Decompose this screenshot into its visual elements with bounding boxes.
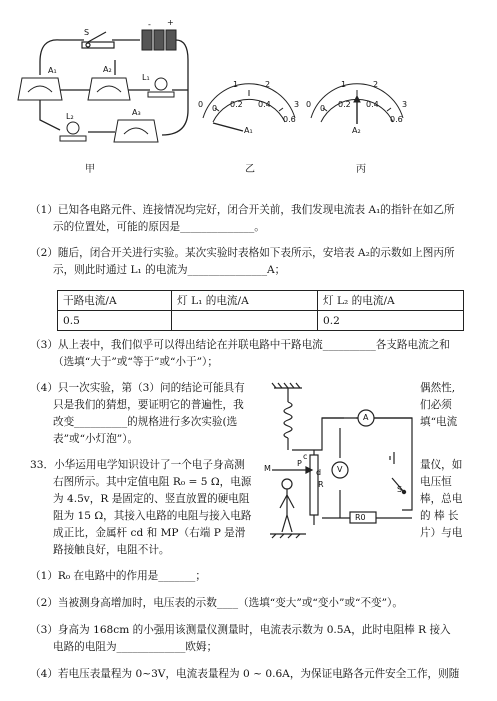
- diag2-a: A: [363, 413, 369, 422]
- bing-b-04: 0.4: [366, 100, 379, 109]
- bing-top-1: 1: [341, 80, 347, 89]
- q33-4: （4）若电压表量程为 0~3V，电流表量程为 0 ~ 0.6A，为保证电路各元件安全工作，则随: [30, 668, 460, 680]
- yi-label: A₁: [244, 126, 253, 135]
- q2-line1: （2）随后，闭合开关进行实验。某次实验时表格如下表所示，安培表 A₂的示数如上图丙所: [30, 247, 455, 259]
- q1-line1: （1）已知各电路元件、连接情况均完好，闭合开关前，我们发现电流表 A₁的指针在如乙所: [30, 204, 455, 216]
- q33-1: （1）R₀ 在电路中的作用是_______；: [30, 570, 206, 582]
- label-plus: +: [167, 18, 174, 27]
- diag2-v: V: [337, 465, 343, 474]
- yi-b-0: 0: [212, 104, 218, 113]
- ammeter-a2: [88, 78, 130, 100]
- q3-line2: （选填“大于”或“等于”或“小于”）；: [53, 356, 218, 368]
- q4-right1: 偶然性,: [420, 382, 456, 394]
- table-header: 灯 L₁ 的电流/A: [172, 291, 318, 311]
- battery: [142, 30, 176, 50]
- bing-end-3: 3: [402, 100, 408, 109]
- bing-end-0: 0: [306, 100, 312, 109]
- bing-b-02: 0.2: [338, 100, 351, 109]
- q33-2: （2）当被测身高增加时，电压表的示数____（选填“变大”或“变小”或“不变”）。: [30, 597, 403, 609]
- yi-top-2: 2: [265, 80, 271, 89]
- label-a2: A₂: [103, 65, 112, 74]
- yi-b-06: 0.6: [283, 115, 296, 124]
- yi-end-0: 0: [198, 100, 204, 109]
- q3-line1: （3）从上表中，我们似乎可以得出结论在并联电路中干路电流__________各支路电流之和: [30, 339, 450, 351]
- q33-line4: 阻为 15 Ω，其接入电路的电阻与接入电路: [53, 510, 252, 522]
- figure-label-bing: 丙: [356, 164, 366, 175]
- q2-line2: 示，则此时通过 L₁ 的电流为_______________A；: [53, 264, 286, 276]
- q33-right4: 的 棒 长: [420, 510, 459, 522]
- label-a3: A₃: [132, 108, 141, 117]
- q33-line1: 33．小华运用电学知识设计了一个电子身高测: [30, 459, 245, 471]
- q1-line2: 示的位置处，可能的原因是______________。: [53, 221, 265, 233]
- q4-line2: 只是我们的猜想，要证明它的普遍性，我: [53, 399, 244, 411]
- diag2-d: d: [316, 468, 322, 477]
- label-s: S: [84, 28, 90, 37]
- yi-top-1: 1: [233, 80, 239, 89]
- table-header: 干路电流/A: [58, 291, 172, 311]
- table-row: [58, 291, 464, 311]
- lamp-l1: [148, 78, 174, 97]
- q33-line2: 右图所示。其中定值电阻 R₀ = 5 Ω，电源: [53, 476, 252, 488]
- q33-line3: 为 4.5v，R 是固定的、竖直放置的硬电阻: [53, 493, 250, 505]
- diag2-p: P: [297, 459, 302, 468]
- q33-line5: 成正比，金属杆 cd 和 MP（右端 P 是滑: [53, 527, 246, 539]
- bing-label: A₂: [352, 126, 361, 135]
- label-a1: A₁: [48, 66, 57, 75]
- q33-right3: 棒，总电: [420, 493, 463, 505]
- diag2-r0: R0: [355, 513, 366, 522]
- ammeter-a3: [114, 120, 158, 142]
- bing-top-2: 2: [373, 80, 379, 89]
- q33-line6: 路接触良好，电阻不计。: [53, 544, 170, 556]
- q33-3-line1: （3）身高为 168cm 的小强用该测量仪测量时，电流表示数为 0.5A，此时电阻棒 R 接入: [30, 624, 451, 636]
- lamp-l2: [60, 122, 86, 141]
- q4-right2: 们必须: [420, 399, 452, 411]
- figure-label-jia: 甲: [85, 164, 95, 175]
- label-l2: L₂: [66, 112, 74, 121]
- yi-b-04: 0.4: [258, 100, 271, 109]
- table-cell: 0.5: [58, 311, 172, 331]
- diag2-s: S: [397, 485, 403, 494]
- q33-right5: 片）与电: [420, 527, 463, 539]
- diag2-m: M: [264, 464, 271, 473]
- data-table: [57, 290, 464, 331]
- diag2-c: c: [303, 452, 308, 461]
- diag2-r: R: [318, 480, 324, 489]
- yi-end-3: 3: [294, 100, 300, 109]
- yi-b-02: 0.2: [230, 100, 243, 109]
- q33-3-line2: 电路的电阻为_____________欧姆；: [53, 641, 218, 653]
- table-cell: [172, 311, 318, 331]
- table-cell: 0.2: [318, 311, 464, 331]
- table-header: 灯 L₂ 的电流/A: [318, 291, 464, 311]
- figure-label-yi: 乙: [245, 164, 255, 175]
- table-row: [58, 311, 464, 331]
- label-minus: -: [148, 20, 151, 29]
- q4-line4: 表”或“小灯泡”）。: [53, 433, 139, 445]
- bing-b-06: 0.6: [390, 115, 403, 124]
- label-l1: L₁: [142, 73, 150, 82]
- q33-right1: 量仪，如: [420, 459, 463, 471]
- q4-right3: 填“电流: [420, 416, 458, 428]
- q4-line1: （4）只一次实验，第（3）问的结论可能具有: [30, 382, 245, 394]
- q4-line3: 改变__________的规格进行多次实验(选: [53, 416, 238, 428]
- bing-b-0: 0: [320, 104, 326, 113]
- q33-right2: 电压恒: [420, 476, 452, 488]
- ammeter-a1: [18, 78, 62, 100]
